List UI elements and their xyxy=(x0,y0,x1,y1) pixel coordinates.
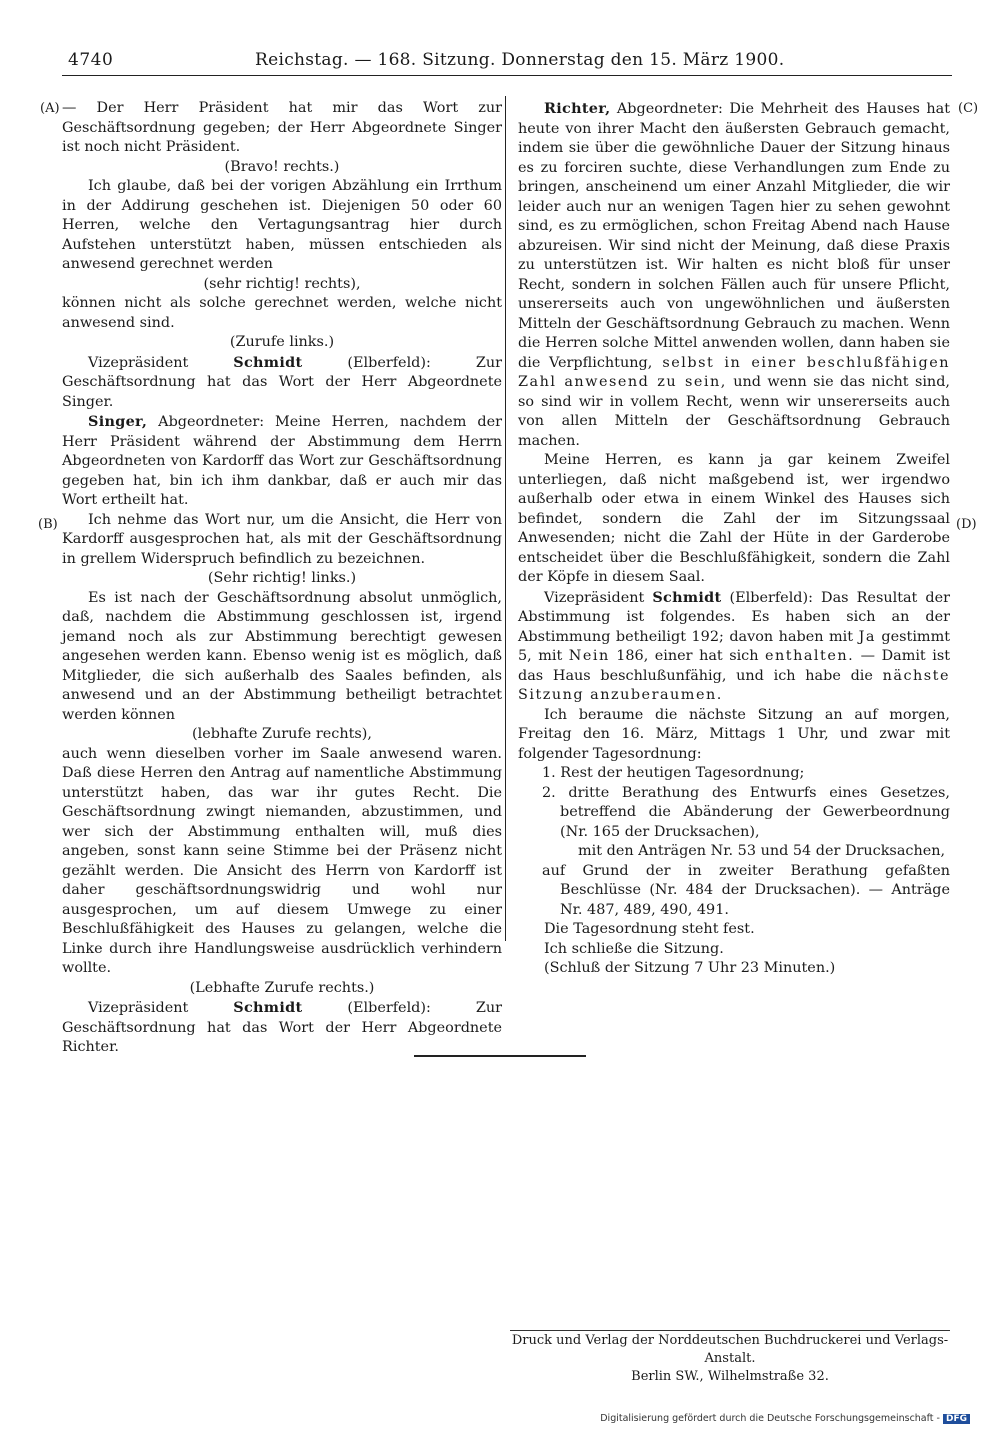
interjection: (Zurufe links.) xyxy=(229,334,335,350)
speaker-role: Vizepräsident xyxy=(544,589,653,606)
speech-text: (Elberfeld): Das Resultat der Abstimmung ist folgendes. Es haben sich an der Abstimmung betheiligt 192; davon haben mit xyxy=(518,589,951,645)
speech-text: und wenn sie das nicht sind, so sind wir in vollem Recht, wenn wir unsererseits auch von allen Mitteln der Geschäftsordnung Gebrauch machen. xyxy=(518,374,950,449)
interjection: (sehr richtig! rechts), xyxy=(203,275,361,292)
left-column xyxy=(62,99,502,1058)
emphasized-text: enthalten. xyxy=(765,648,855,664)
paragraph: auch wenn dieselben vorher im Saale anwesend waren. Daß diese Herren den Antrag auf namentliche Abstimmung unterstützt haben, das war ihr gutes Recht. Die Geschäftsordnung zwingt niemanden, abzustimmen, und wer sich der Abstimmung enthalten will, muß dies angeben, sonst kann seine Stimme bei der Präsenz nicht gezählt werden. Die Ansicht des Herrn von Kardorff ist daher geschäftsordnungswidrig und wohl nur ausgesprochen, um auf diesem Umwege zu einer Beschlußfähigkeit des Hauses zu gelangen, welche die Linke durch ihre Handlungsweise ausdrücklich verhindern wollte. xyxy=(62,745,502,976)
agenda-list xyxy=(518,764,950,920)
speaker-paragraph xyxy=(62,353,502,413)
interjection: (Bravo! rechts.) xyxy=(224,158,340,175)
speaker-role: Vizepräsident xyxy=(88,354,234,371)
right-column xyxy=(518,99,950,979)
paragraph: Ich nehme das Wort nur, um die Ansicht, die Herr von Kardorff ausgesprochen hat, als mit der Geschäftsordnung in grellem Widerspruch befindlich zu bezeichnen. xyxy=(62,511,502,567)
emphasized-text: nächste Sitzung anzuberaumen. xyxy=(518,667,950,703)
speech-text: Abgeordneter: Die Mehrheit des Hauses hat heute von ihrer Macht den äußersten Gebrauch gemacht, indem sie über die gewöhnliche Dauer der Sitzung hinaus es zu forciren suchte, diese Verhandlungen zum Ende zu bringen, anscheinend um einer Anzahl Mitglieder, die wir leider auch nur an wenigen Tagen hier zu sehen gewohnt sind, es zu ermöglichen, schon Freitag Abend nach Hause abzureisen. Wir sind nicht der Meinung, daß diese Praxis zu unterstützen ist. Wir halten es nicht bloß für unser Recht, sondern in solchen Fällen auch für unsere Pflicht, unsererseits auch von ungewöhnlichen und äußersten Mitteln der Geschäftsordnung Gebrauch zu machen. Wenn die Herren solche Mittel anwenden wollen, dann haben sie die Verpflichtung, xyxy=(518,101,950,371)
speech-text: (Elberfeld): Zur Geschäftsordnung hat das Wort der Herr Abgeordnete Singer. xyxy=(62,354,502,410)
column-divider xyxy=(505,96,506,941)
end-rule xyxy=(414,1055,586,1057)
page-number: 4740 xyxy=(68,50,114,70)
paragraph: Es ist nach der Geschäftsordnung absolut unmöglich, daß, nachdem die Abstimmung geschlossen ist, irgend jemand noch als zur Abstimmung berechtigt gewesen angesehen werden kann. Ebenso wenig ist es möglich, daß Mitglieder, die sich außerhalb des Saales befinden, als anwesend und an der Abstimmung betheiligt betrachtet werden können xyxy=(62,589,502,723)
emphasized-text: Nein xyxy=(568,648,610,664)
digitization-note xyxy=(600,1413,970,1424)
interjection: (lebhafte Zurufe rechts), xyxy=(192,726,372,742)
margin-marker-a: (A) xyxy=(40,101,60,116)
speech-text: gestimmt 5, mit xyxy=(518,628,950,664)
paragraph: Ich schließe die Sitzung. xyxy=(544,940,724,957)
speaker-name: Richter, xyxy=(544,100,611,117)
margin-marker-d: (D) xyxy=(956,517,977,532)
speaker-paragraph xyxy=(62,412,502,511)
speaker-role: Vizepräsident xyxy=(88,1000,234,1016)
printer-imprint xyxy=(510,1332,950,1386)
agenda-item-continuation: auf Grund der in zweiter Berathung gefaßten Beschlüsse (Nr. 484 der Drucksachen). — Anträge Nr. 487, 489, 490, 491. xyxy=(542,862,950,918)
paragraph: Die Tagesordnung steht fest. xyxy=(544,921,755,937)
emphasized-text: Ja xyxy=(858,628,876,645)
paragraph: — Der Herr Präsident hat mir das Wort zur Geschäftsordnung gegeben; der Herr Abgeordnete Singer ist noch nicht Präsident. xyxy=(62,100,502,155)
paragraph: (Schluß der Sitzung 7 Uhr 23 Minuten.) xyxy=(544,960,836,976)
speaker-name: Singer, xyxy=(88,413,148,430)
paragraph: Ich beraume die nächste Sitzung an auf morgen, Freitag den 16. März, Mittags 1 Uhr, und zwar mit folgender Tagesordnung: xyxy=(518,706,950,762)
speech-text: Abgeordneter: Meine Herren, nachdem der Herr Präsident während der Abstimmung dem Herrn Abgeordneten von Kardorff das Wort zur Geschäftsordnung gegeben hat, bin ich ihm dankbar, daß er auch mir das Wort ertheilt hat. xyxy=(62,414,502,508)
margin-marker-c: (C) xyxy=(958,101,979,116)
margin-marker-b: (B) xyxy=(38,517,58,532)
speaker-name: Schmidt xyxy=(652,588,722,606)
dfg-logo: DFG xyxy=(943,1414,970,1424)
paragraph: Ich glaube, daß bei der vorigen Abzählung ein Irrthum in der Addirung geschehen ist. Diejenigen 50 oder 60 Herren, welche den Vertagungsantrag hier durch Aufstehen unterstützt haben, müssen entschieden als anwesend gerechnet werden xyxy=(62,178,502,272)
speech-text: — Damit ist das Haus beschlußunfähig, und ich habe die xyxy=(518,648,950,684)
interjection: (Lebhafte Zurufe rechts.) xyxy=(189,979,375,996)
speaker-paragraph xyxy=(518,99,950,451)
agenda-item: 1. Rest der heutigen Tagesordnung; xyxy=(542,765,805,781)
emphasized-text: selbst in einer beschlußfähigen Zahl anwesend zu sein, xyxy=(518,354,950,390)
paragraph: können nicht als solche gerechnet werden, welche nicht anwesend sind. xyxy=(62,295,502,331)
speaker-paragraph xyxy=(518,588,950,706)
paragraph: Meine Herren, es kann ja gar keinem Zweifel unterliegen, daß nicht maßgebend ist, wer irgendwo außerhalb oder etwa in einem Winkel des Hauses sich befindet, sondern die Zahl der im Sitzungssaal Anwesenden; nicht die Zahl der Hüte in der Garderobe entscheidet über die Beschlußfähigkeit, sondern die Zahl der Köpfe in diesem Saal. xyxy=(518,452,950,585)
digitization-text: Digitalisierung gefördert durch die Deutsche Forschungsgemeinschaft - xyxy=(600,1413,940,1424)
footer-rule xyxy=(510,1330,950,1331)
speaker-paragraph xyxy=(62,998,502,1058)
imprint-line: Druck und Verlag der Norddeutschen Buchdruckerei und Verlags-Anstalt. xyxy=(511,1333,949,1366)
speaker-name: Schmidt xyxy=(233,353,303,371)
interjection: (Sehr richtig! links.) xyxy=(207,570,357,586)
agenda-subitem: mit den Anträgen Nr. 53 und 54 der Drucksachen, xyxy=(578,843,946,859)
speaker-name: Schmidt xyxy=(233,999,303,1016)
running-header: Reichstag. — 168. Sitzung. Donnerstag den 15. März 1900. xyxy=(255,50,785,70)
agenda-item: 2. dritte Berathung des Entwurfs eines Gesetzes, betreffend die Abänderung der Gewerbeordnung (Nr. 165 der Drucksachen), xyxy=(542,784,950,840)
speech-text: 186, einer hat sich xyxy=(609,648,766,664)
speech-text: (Elberfeld): Zur Geschäftsordnung hat das Wort der Herr Abgeordnete Richter. xyxy=(62,1000,502,1055)
imprint-line: Berlin SW., Wilhelmstraße 32. xyxy=(631,1369,829,1384)
header-rule xyxy=(62,75,952,76)
